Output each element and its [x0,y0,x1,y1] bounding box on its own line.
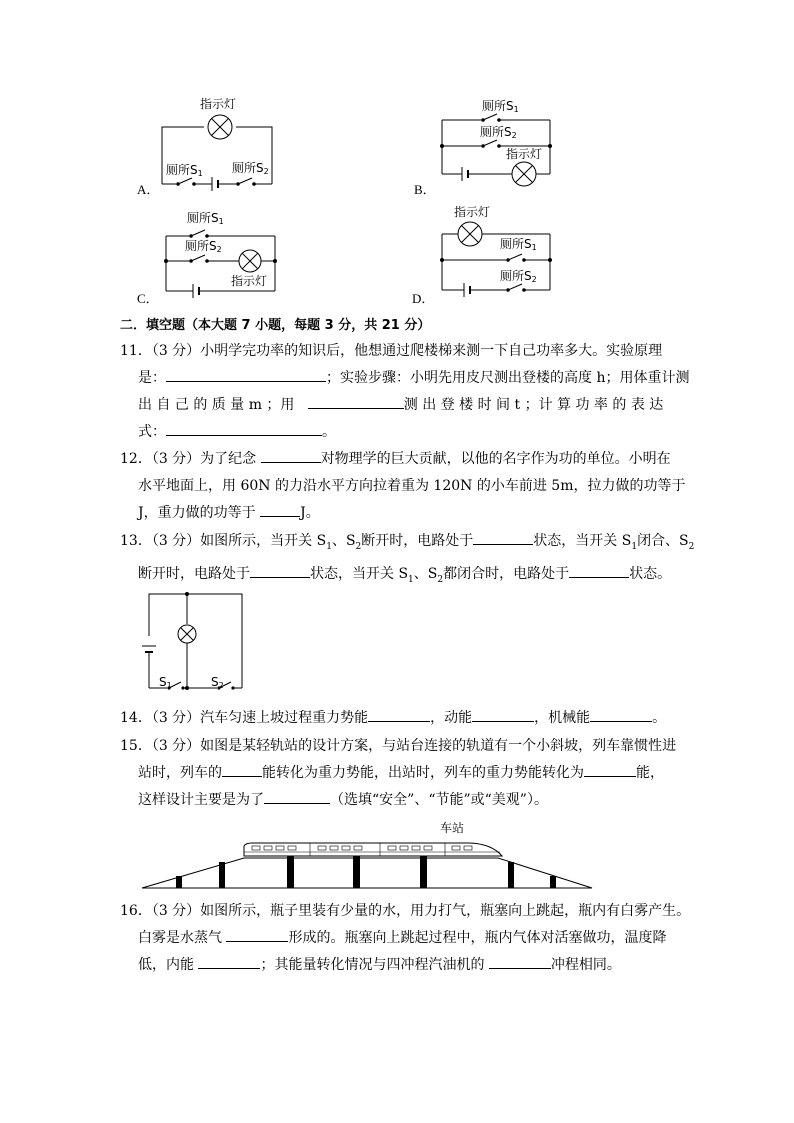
battery-icon [464,283,470,297]
question-14: 14．（3 分）汽车匀速上坡过程重力势能 ，动能 ，机械能 。 [120,705,680,732]
answer-blank[interactable] [250,562,310,578]
answer-blank[interactable] [261,447,321,463]
question-15: 15．（3 分）如图是某轻轨站的设计方案，与站台连接的轨道有一个小斜坡，列车靠惯性进 站时，列车的 能转化为重力势能，出站时，列车的重力势能转化为 能， 这样设计主要是为了 （选填“安全”、“节能”或“美观”）。 [120,738,677,808]
lamp-icon [512,162,536,186]
option-d-label: D． [412,291,435,306]
answer-blank[interactable] [226,926,288,942]
lamp-icon [178,625,196,643]
answer-blank[interactable] [472,706,534,722]
answer-blank[interactable] [222,761,262,777]
train-station-diagram [140,818,596,892]
switch-s2 [508,284,522,290]
svg-text:S1: S1 [159,675,172,690]
svg-text:厕所S1: 厕所S1 [500,237,537,252]
svg-text:厕所S2: 厕所S2 [480,125,517,140]
svg-text:S2: S2 [211,675,224,690]
lamp-icon [208,115,232,139]
answer-blank[interactable] [569,562,629,578]
answer-blank[interactable] [473,529,533,545]
switch-s1 [483,114,497,120]
svg-text:厕所S1: 厕所S1 [166,163,203,178]
question-16: 16．（3 分）如图所示，瓶子里装有少量的水，用力打气，瓶塞向上跳起，瓶内有白雾产生。 白雾是水蒸气 形成的。瓶塞向上跳起过程中，瓶内气体对活塞做功，温度降 低，内能 ；其能量转化情况与四冲程汽油机的 冲程相同。 [120,903,691,973]
circuit-diagram-a [160,96,280,196]
lamp-icon [458,222,482,246]
switch-s2 [483,140,497,146]
option-a-label: A． [137,182,160,197]
switch-s1 [191,230,205,236]
switch-s2 [238,178,252,184]
svg-text:厕所S1: 厕所S1 [187,211,224,226]
question-11: 11．（3 分）小明学完功率的知识后，他想通过爬楼梯来测一下自己功率多大。实验原理 是： ；实验步骤：小明先用皮尺测出登楼的高度 h；用体重计测 出 自 己 的 质 量 m ；用 测 出 登 楼 时 间 t ；计 算 功 率 的 表 达 式： 。 [120,343,690,440]
answer-blank[interactable] [166,366,326,382]
svg-text:厕所S2: 厕所S2 [232,161,269,176]
lamp-icon [239,250,261,272]
question-12: 12．（3 分）为了纪念 对物理学的巨大贡献，以他的名字作为功的单位。小明在 水平地面上，用 60N 的力沿水平方向拉着重为 120N 的小车前进 5m，拉力做的功等于 J，重力做的功等于 J。 [120,446,680,527]
battery-icon [212,177,218,191]
battery-icon [193,284,199,298]
svg-text:指示灯: 指示灯 [454,205,491,219]
svg-text:指示灯: 指示灯 [231,274,268,288]
answer-blank[interactable] [260,501,300,517]
option-c-label: C． [137,291,159,306]
answer-blank[interactable] [308,393,404,409]
answer-blank[interactable] [489,953,551,969]
lamp-label: 指示灯 [200,97,237,111]
circuit-diagram-d [440,204,560,302]
circuit-diagram-c [163,210,283,302]
question-13: 13．（3 分）如图所示，当开关 $S_1$、$S_2$断开时，电路处于 状态，当开关 $S_1$闭合、$S_2$ 断开时，电路处于 状态，当开关 $S_1$、$S_2$都闭合时，电路处于 状态。 [120,528,680,594]
circuit-diagram-b [440,98,560,190]
answer-blank[interactable] [198,953,260,969]
battery-icon [142,646,156,652]
train-icon [244,843,502,856]
option-b-label: B． [414,182,436,197]
q13-circuit-diagram [145,590,247,698]
battery-icon [462,167,468,181]
station-label: 车站 [440,821,465,835]
svg-text:厕所S2: 厕所S2 [500,269,537,284]
switch-s1 [508,254,522,260]
answer-blank[interactable] [584,761,636,777]
answer-blank[interactable] [590,706,652,722]
section-heading: 二．填空题（本大题 7 小题，每题 3 分，共 21 分） [120,318,431,333]
answer-blank[interactable] [166,420,322,436]
switch-s1 [178,178,192,184]
switch-s2 [191,255,205,261]
svg-text:厕所S2: 厕所S2 [185,239,222,254]
answer-blank[interactable] [368,706,430,722]
svg-text:指示灯: 指示灯 [506,147,543,161]
svg-text:厕所S1: 厕所S1 [482,99,519,114]
answer-blank[interactable] [264,788,330,804]
